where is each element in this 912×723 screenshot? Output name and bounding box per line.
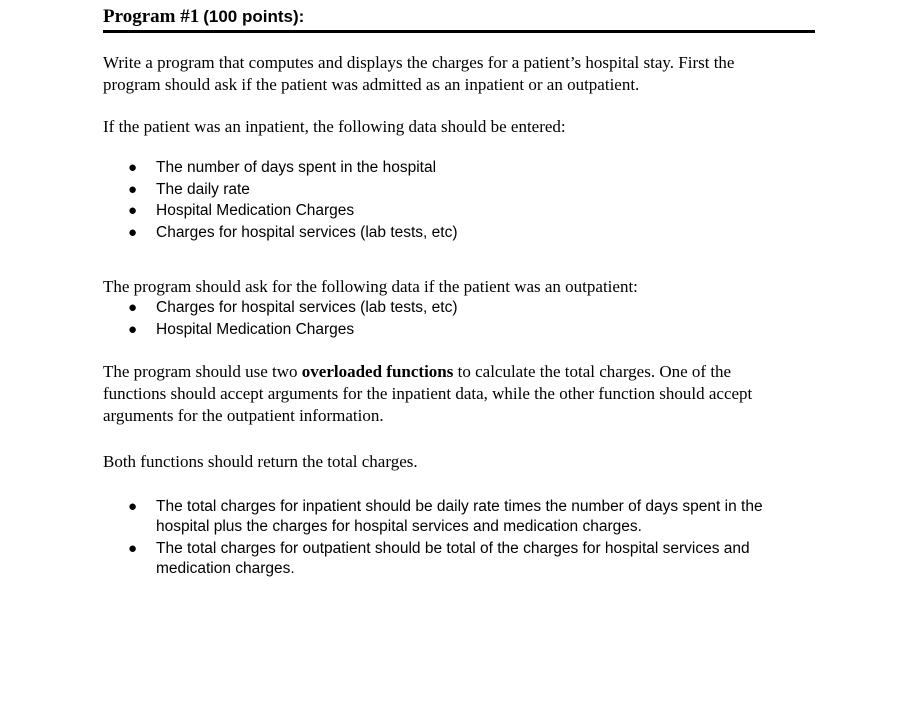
list-item: ● The total charges for inpatient should be daily rate times the number of days spent in the hospital plus the charges for hospital services and medication charges.: [128, 498, 763, 535]
program-number: Program #1: [103, 6, 200, 27]
intro-paragraph: [103, 52, 815, 96]
list-item: ● The total charges for outpatient should be total of the charges for hospital services and medication charges.: [128, 540, 750, 577]
return-paragraph: Both functions should return the total charges.: [103, 452, 418, 471]
list-item: ● Charges for hospital services (lab tests, etc): [103, 297, 815, 319]
bullet-icon: ●: [128, 540, 138, 557]
overload-pre: The program should use two: [103, 362, 298, 381]
intro-line-1: Write a program that computes and displays the charges for a patient’s hospital stay. First the: [103, 53, 735, 72]
bullet-icon: ●: [128, 180, 138, 198]
bullet-icon: ●: [128, 498, 138, 515]
inpatient-list: [103, 157, 815, 243]
inpatient-intro: If the patient was an inpatient, the following data should be entered:: [103, 117, 566, 136]
list-item: ● Charges for hospital services (lab tests, etc): [103, 222, 815, 244]
bullet-icon: ●: [128, 223, 138, 241]
outpatient-intro: The program should ask for the following data if the patient was an outpatient:: [103, 277, 638, 296]
totals-list: [103, 497, 815, 581]
points-label: (100 points):: [203, 7, 305, 26]
bullet-icon: ●: [128, 202, 138, 219]
overload-post: to calculate the total charges. One of the: [457, 362, 732, 381]
overload-line-2: functions should accept arguments for the inpatient data, while the other function should accept: [103, 384, 753, 403]
bullet-icon: ●: [128, 159, 138, 176]
overload-bold-term: overloaded functions: [301, 362, 454, 381]
outpatient-list: [103, 297, 815, 340]
intro-line-2: program should ask if the patient was admitted as an inpatient or an outpatient.: [103, 75, 640, 94]
list-item: ● Hospital Medication Charges: [103, 200, 815, 222]
overload-line-3: arguments for the outpatient information.: [103, 406, 384, 425]
list-item: ● The daily rate: [103, 179, 815, 201]
bullet-icon: ●: [128, 320, 138, 338]
page-title: [103, 6, 815, 33]
overload-paragraph: [103, 361, 815, 427]
list-item: ● Hospital Medication Charges: [103, 319, 815, 341]
list-item: ● The number of days spent in the hospital: [103, 157, 815, 179]
bullet-icon: ●: [128, 299, 138, 316]
